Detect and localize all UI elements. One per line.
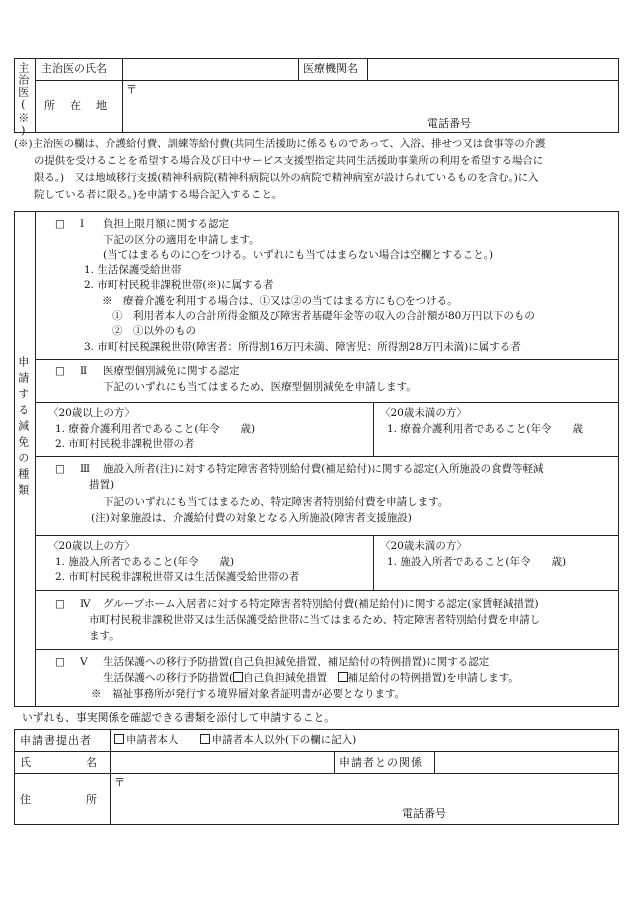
divider — [35, 211, 36, 707]
physician-address-label: 所 在 地 — [44, 99, 109, 112]
submitter-options — [114, 734, 356, 747]
option1-checkbox[interactable] — [114, 734, 124, 744]
section1-number: Ⅰ — [80, 218, 85, 230]
section4-line1-cont: ます。 — [89, 630, 120, 642]
submitter-address-field[interactable] — [111, 774, 618, 824]
section2-number: Ⅱ — [80, 365, 88, 377]
divider — [35, 402, 619, 403]
relation-label: 申請者との関係 — [339, 756, 423, 769]
section4-title: グループホーム入居者に対する特定障害者特別給付費(補足給付)に関する認定(家賃軽減措置) — [103, 598, 539, 610]
section2-title: 医療型個別減免に関する認定 — [103, 365, 240, 377]
section1-line2: (当てはまるものに○をつける。いずれにも当てはまらない場合は空欄とすること。) — [103, 249, 494, 261]
section5-option1: 自己負担減免措置 — [243, 672, 328, 684]
submitter-label: 申請書提出者 — [20, 734, 92, 747]
section3-title-cont: 措置) — [89, 479, 115, 491]
section3-note: (注)対象施設は、介護給付費の対象となる入所施設(障害者支援施設) — [91, 512, 412, 524]
section2-over20-item2[interactable]: 2. 市町村民税非課税世帯の者 — [55, 438, 195, 450]
section1-item2[interactable]: 2. 市町村民税非課税世帯(※)に属する者 — [84, 279, 274, 291]
note-line: の提供を受けることを希望する場合及び日中サービス支援型指定共同生活援助事業所の利用を希望する場合に — [34, 155, 544, 167]
section3-under20-item1[interactable]: 1. 施設入所者であること(年令 歳) — [387, 556, 567, 568]
physician-phone-label: 電話番号 — [427, 117, 471, 130]
section1-item1[interactable]: 1. 生活保護受給世帯 — [84, 264, 182, 276]
submitter-option2: 申請者本人以外(下の欄に記入) — [211, 734, 357, 746]
section1-checkbox[interactable]: □ — [55, 218, 65, 230]
section5-line1 — [103, 672, 519, 685]
section3-checkbox[interactable]: □ — [55, 463, 65, 475]
section5-line1-suffix: )を申請します。 — [442, 672, 519, 684]
physician-postal-mark: 〒 — [126, 83, 137, 96]
section4-line1: 市町村民税非課税世帯又は生活保護受給世帯に当てはまるため、特定障害者特別給付費を申請し — [89, 614, 541, 626]
section3-over20-item2[interactable]: 2. 市町村民税非課税世帯又は生活保護受給世帯の者 — [55, 571, 300, 583]
section2-under20-title: 〈20歳未満の方〉 — [380, 407, 467, 419]
divider — [35, 58, 36, 133]
section2-over20-title: 〈20歳以上の方〉 — [48, 407, 135, 419]
section3-title: 施設入所者(注)に対する特定障害者特別給付費(補足給付)に関する認定(入所施設の食費等軽減 — [103, 463, 544, 475]
reduction-side-label: 申請する減免の種類 — [16, 356, 30, 500]
institution-field[interactable] — [368, 59, 618, 79]
physician-note — [14, 136, 618, 204]
section2-over20-item1[interactable]: 1. 療養介護利用者であること(年令 歳) — [55, 423, 256, 435]
section3-number: Ⅲ — [80, 463, 91, 475]
physician-side-label: 主治医(※) — [16, 62, 30, 138]
institution-label: 医療機関名 — [303, 62, 358, 75]
divider — [334, 751, 335, 773]
submitter-name-label: 氏 名 — [20, 756, 97, 769]
section1-title: 負担上限月額に関する認定 — [103, 218, 229, 230]
section1-note: ※ 療養介護を利用する場合は、①又は②の当てはまる方にも○をつける。 — [102, 295, 458, 307]
section4-number: Ⅳ — [80, 598, 91, 610]
divider — [35, 456, 619, 457]
section3-over20-title: 〈20歳以上の方〉 — [48, 540, 135, 552]
section3-line1: 下記のいずれにも当てはまるため、特定障害者特別給付費を申請します。 — [103, 496, 449, 508]
section5-title: 生活保護への移行予防措置(自己負担減免措置、補足給付の特例措置)に関する認定 — [103, 656, 490, 668]
note-line: 限る。) 又は地域移行支援(精神科病院(精神科病院以外の病院で精神病室が設けられているものを含む。)に入 — [34, 172, 539, 184]
section5-line1-prefix: 生活保護への移行予防措置( — [103, 672, 234, 684]
physician-address-field[interactable] — [123, 81, 618, 132]
divider — [35, 649, 619, 650]
option2-checkbox[interactable] — [338, 672, 348, 682]
option1-checkbox[interactable] — [233, 672, 243, 682]
divider — [35, 535, 619, 536]
section5-option2: 補足給付の特例措置 — [347, 672, 443, 684]
section2-checkbox[interactable]: □ — [55, 365, 65, 377]
section1-item3[interactable]: 3. 市町村民税課税世帯(障害者：所得割16万円未満、障害児：所得割28万円未満)に属する者 — [84, 341, 521, 353]
section3-over20-item1[interactable]: 1. 施設入所者であること(年令 歳) — [55, 556, 235, 568]
section5-note: ※ 福祉事務所が発行する境界層対象者証明書が必要となります。 — [91, 688, 406, 700]
section5-checkbox[interactable]: □ — [55, 656, 65, 668]
section2-under20-item1[interactable]: 1. 療養介護利用者であること(年令 歳 — [387, 423, 583, 435]
submitter-name-field[interactable] — [111, 752, 333, 772]
section4-checkbox[interactable]: □ — [55, 598, 65, 610]
section1-sub1[interactable]: ① 利用者本人の合計所得金額及び障害者基礎年金等の収入の合計額が80万円以下のもの — [112, 310, 535, 322]
divider — [35, 359, 619, 360]
submitter-postal-mark: 〒 — [114, 776, 125, 789]
option2-checkbox[interactable] — [200, 734, 210, 744]
divider — [298, 58, 299, 80]
submitter-phone-label: 電話番号 — [402, 807, 446, 820]
physician-name-field[interactable] — [123, 59, 297, 79]
section2-line1: 下記のいずれにも当てはまるため、医療型個別減免を申請します。 — [103, 381, 417, 393]
submitter-option1: 申請者本人 — [126, 734, 179, 746]
submitter-address-label: 住 所 — [20, 793, 97, 806]
physician-name-label: 主治医の氏名 — [41, 62, 107, 75]
relation-field[interactable] — [435, 752, 618, 772]
attach-note: いずれも、事実関係を確認できる書類を添付して申請すること。 — [22, 711, 336, 724]
section1-sub2[interactable]: ② ①以外のもの — [112, 325, 196, 337]
note-line: (※)主治医の欄は、介護給付費、訓練等給付費(共同生活援助に係るものであって、入浴、排せつ又は食事等の介護 — [14, 138, 546, 150]
divider — [35, 590, 619, 591]
note-line: 院している者に限る。)を申請する場合記入すること。 — [34, 189, 283, 201]
section3-under20-title: 〈20歳未満の方〉 — [380, 540, 467, 552]
divider — [373, 402, 374, 456]
section5-number: Ⅴ — [80, 656, 88, 668]
divider — [373, 535, 374, 590]
section1-line1: 下記の区分の適用を申請します。 — [103, 234, 260, 246]
